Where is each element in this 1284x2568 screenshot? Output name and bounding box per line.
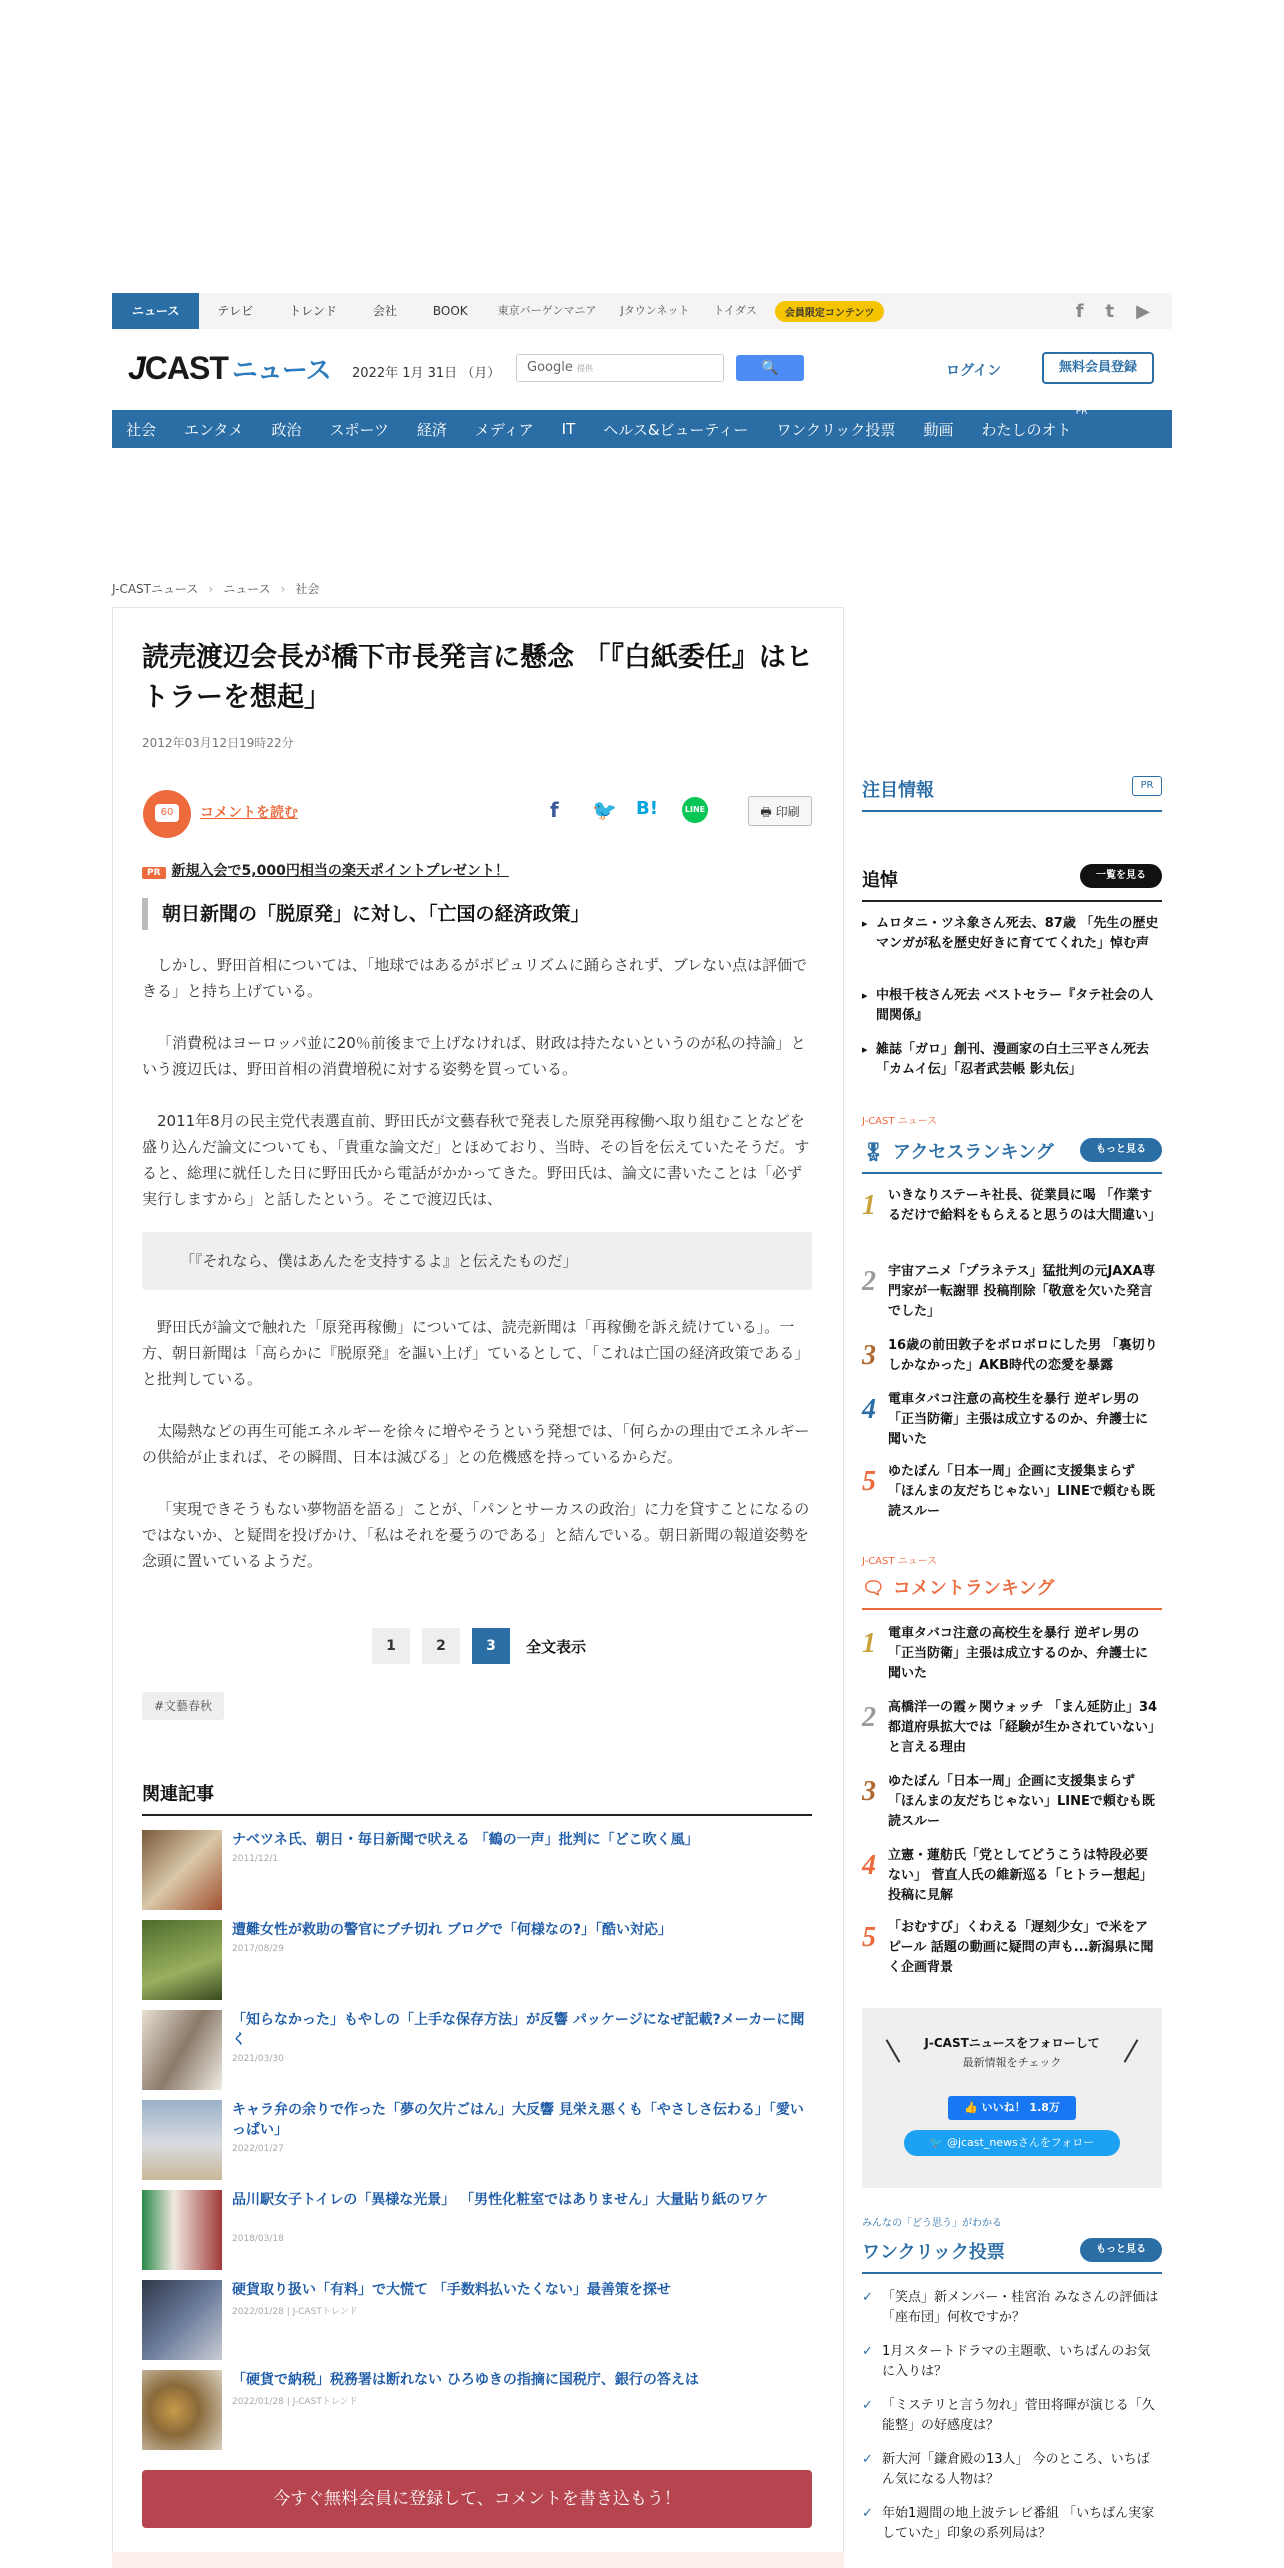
pagination	[372, 1628, 586, 1664]
obituary-heading: 追悼	[862, 866, 1162, 902]
article-subheading: 朝日新聞の「脱原発」に対し、「亡国の経済政策」	[142, 898, 812, 930]
cat-video[interactable]: 動画	[923, 420, 954, 439]
search-input[interactable]: Google 提供	[516, 354, 724, 382]
obituary-list-button[interactable]: 一覧を見る	[1080, 864, 1162, 888]
related-thumbnail[interactable]	[142, 2370, 222, 2450]
related-item[interactable]: 遭難女性が救助の警官にブチ切れ ブログで「何様なの?」「酷い対応」 2017/08/29	[142, 1920, 812, 2000]
comment-ranking-kicker: J-CAST ニュース	[862, 1556, 938, 1567]
poll-item[interactable]: ✓ 1月スタートドラマの主題歌、いちばんのお気に入りは？	[862, 2342, 1162, 2382]
related-heading: 関連記事	[142, 1780, 812, 1816]
notice-heading: 注目情報	[862, 776, 1162, 812]
cat-oneclick-vote[interactable]: ワンクリック投票	[776, 420, 896, 439]
obituary-item[interactable]: ▸ 中根千枝さん死去 ベストセラー『タテ社会の人間関係』	[862, 986, 1162, 1026]
line-share-icon[interactable]: LINE	[682, 797, 708, 823]
poll-item[interactable]: ✓ 「ミステリと言う勿れ」菅田将暉が演じる「久能整」の好感度は？	[862, 2396, 1162, 2436]
pr-badge: PR	[1132, 776, 1162, 796]
access-ranking-more-button[interactable]: もっと見る	[1080, 1138, 1162, 1162]
topnav-tv[interactable]: テレビ	[217, 304, 254, 318]
login-link[interactable]: ログイン	[946, 363, 1002, 379]
cat-entertainment[interactable]: エンタメ	[184, 420, 244, 439]
topnav-book[interactable]: BOOK	[432, 304, 468, 318]
related-thumbnail[interactable]	[142, 2100, 222, 2180]
page-1-button[interactable]: 1	[372, 1628, 410, 1664]
cat-health[interactable]: ヘルス&ビューティー	[603, 420, 749, 439]
cat-politics[interactable]: 政治	[271, 420, 302, 439]
obituary-item[interactable]: ▸ ムロタニ・ツネ象さん死去、87歳 「先生の歴史マンガが私を歴史好きに育ててくれた」悼む声	[862, 914, 1162, 954]
topnav-news[interactable]: ニュース	[112, 293, 199, 329]
pr-label: PR	[1075, 406, 1088, 417]
related-thumbnail[interactable]	[142, 1920, 222, 2000]
comment-area-background	[112, 2552, 844, 2568]
register-to-comment-button[interactable]: 今すぐ無料会員に登録して、コメントを書き込もう！	[142, 2470, 812, 2528]
poll-kicker: みんなの「どう思う」がわかる	[862, 2218, 1002, 2229]
article-paragraph: 2011年8月の民主党代表選直前、野田氏が文藝春秋で発表した原発再稼働へ取り組むことなどを盛り込んだ論文についても、「貴重な論文だ」とほめており、当時、その旨を伝えていたそうだ。すると、総理に就任した日に野田氏から電話がかかってきた。野田氏は、論文に書いたことは「必ず実行しますから」と話したという。そこで渡辺氏は、	[142, 1112, 810, 1208]
access-ranking-heading: 🎖 アクセスランキング	[862, 1138, 1162, 1174]
related-thumbnail[interactable]	[142, 2280, 222, 2360]
comment-ranking-heading: 🗨 コメントランキング	[862, 1574, 1162, 1610]
article-paragraph: 太陽熱などの再生可能エネルギーを徐々に増やそうという発想では、「何らかの理由でエネルギーの供給が止まれば、その瞬間、日本は滅びる」との危機感を持っているからだ。	[142, 1422, 810, 1466]
full-text-link[interactable]: 全文表示	[526, 1637, 587, 1656]
header-date: 2022年 1月 31日 （月）	[352, 366, 501, 381]
comment-bubble-icon: 🗨	[862, 1578, 885, 1599]
poll-heading: ワンクリック投票	[862, 2238, 1162, 2274]
comment-count-icon[interactable]: 60	[143, 790, 191, 838]
topnav-jtown[interactable]: Jタウンネット	[620, 304, 690, 317]
cat-watashino[interactable]: わたしのオト PR	[981, 406, 1088, 439]
facebook-like-button[interactable]: 👍 いいね！ 1.8万	[948, 2096, 1076, 2120]
cat-society[interactable]: 社会	[126, 420, 157, 439]
article-paragraph: 「消費税はヨーロッパ並に20％前後まで上げなければ、財政は持たないというのが私の持論」という渡辺氏は、野田首相の消費増税に対する姿勢を買っている。	[142, 1034, 806, 1078]
cat-media[interactable]: メディア	[474, 420, 534, 439]
related-item[interactable]: キャラ弁の余りで作った「夢の欠片ごはん」大反響 見栄え悪くも「やさしさ伝わる」「愛いっぱい」 2022/01/27	[142, 2100, 812, 2180]
article-paragraph: 野田氏が論文で触れた「原発再稼働」については、読売新聞は「再稼働を訴え続けている」。一方、朝日新聞は「高らかに『脱原発』を謳い上げ」ているとして、「これは亡国の経済政策である」と批判している。	[142, 1318, 810, 1388]
topnav-trend[interactable]: トレンド	[289, 304, 337, 318]
related-item[interactable]: 「硬貨で納税」税務署は断れない ひろゆきの指摘に国税庁、銀行の答えは 2022/01/28 | J-CASTトレンド	[142, 2370, 812, 2450]
breadcrumb: J-CASTニュース › ニュース › 社会	[112, 582, 320, 596]
cat-economy[interactable]: 経済	[416, 420, 447, 439]
poll-item[interactable]: ✓ 新大河「鎌倉殿の13人」 今のところ、いちばん気になる人物は？	[862, 2450, 1162, 2490]
related-item[interactable]: 「知らなかった」もやしの「上手な保存方法」が反響 パッケージになぜ記載?メーカーに聞く 2021/03/30	[142, 2010, 812, 2090]
search-icon: 🔍	[761, 360, 779, 376]
print-button[interactable]: 🖶 印刷	[748, 796, 812, 826]
article-tag[interactable]: #文藝春秋	[142, 1692, 224, 1720]
twitter-follow-button[interactable]: 🐦 @jcast_newsさんをフォロー	[904, 2130, 1120, 2156]
ribbon-icon: 🎖	[862, 1142, 885, 1163]
related-thumbnail[interactable]	[142, 2190, 222, 2270]
cat-sports[interactable]: スポーツ	[329, 420, 389, 439]
follow-box	[862, 2008, 1162, 2188]
topnav-company[interactable]: 会社	[372, 304, 397, 318]
topnav-toidas[interactable]: トイダス	[713, 304, 757, 317]
breadcrumb-society[interactable]: 社会	[295, 582, 320, 596]
article-blockquote: 「『それなら、僕はあんたを支持するよ』と伝えたものだ」	[142, 1232, 812, 1290]
follow-subheading: 最新情報をチェック	[962, 2056, 1062, 2069]
hatena-bookmark-icon[interactable]: B!	[636, 798, 658, 819]
article-date: 2012年03月12日19時22分	[142, 736, 294, 750]
page-2-button[interactable]: 2	[422, 1628, 460, 1664]
youtube-icon[interactable]: ▶	[1136, 300, 1150, 322]
site-logo[interactable]: JCAST ニュース	[128, 350, 331, 386]
poll-item[interactable]: ✓ 年始1週間の地上波テレビ番組 「いちばん実家していた」印象の系列局は？	[862, 2504, 1162, 2544]
social-links	[1076, 301, 1172, 322]
register-button[interactable]: 無料会員登録	[1042, 352, 1154, 384]
related-thumbnail[interactable]	[142, 2010, 222, 2090]
related-thumbnail[interactable]	[142, 1830, 222, 1910]
breadcrumb-home[interactable]: J-CASTニュース	[112, 582, 199, 596]
page-3-button[interactable]: 3	[472, 1628, 510, 1664]
twitter-share-icon[interactable]: 🐦	[592, 798, 617, 822]
related-item[interactable]: ナベツネ氏、朝日・毎日新聞で吠える 「鶴の一声」批判に「どこ吹く風」 2011/12/1	[142, 1830, 812, 1910]
twitter-icon[interactable]: t	[1105, 300, 1115, 322]
topnav-bargain[interactable]: 東京バーゲンマニア	[497, 304, 597, 317]
read-comments-link[interactable]: コメントを読む	[200, 805, 298, 821]
breadcrumb-news[interactable]: ニュース	[223, 582, 271, 596]
article-title: 読売渡辺会長が橋下市長発言に懸念 「『白紙委任』はヒトラーを想起」	[142, 642, 813, 713]
top-nav	[112, 293, 1172, 329]
access-ranking-kicker: J-CAST ニュース	[862, 1116, 938, 1127]
article-paragraph: しかし、野田首相については、「地球ではあるがポピュリズムに踊らされず、ブレない点は評価できる」と持ち上げている。	[142, 956, 808, 1000]
cat-it[interactable]: IT	[561, 420, 576, 438]
related-item[interactable]: 硬貨取り扱い「有料」で大慌て 「手数料払いたくない」最善策を探せ 2022/01/28 | J-CASTトレンド	[142, 2280, 812, 2360]
promo-link[interactable]: PR 新規入会で5,000円相当の楽天ポイントプレゼント！	[142, 860, 509, 880]
search-button[interactable]	[736, 355, 804, 381]
article-paragraph: 「実現できそうもない夢物語を語る」ことが、「パンとサーカスの政治」に力を貸すことになるのではないか、と疑問を投げかけ、「私はそれを憂うのである」と結んでいる。朝日新聞の報道姿勢を念頭に置いているようだ。	[142, 1500, 810, 1570]
facebook-icon[interactable]: f	[1075, 300, 1084, 322]
facebook-share-icon[interactable]: f	[550, 798, 559, 822]
poll-more-button[interactable]: もっと見る	[1080, 2238, 1162, 2262]
category-nav	[112, 406, 1172, 448]
follow-heading: J-CASTニュースをフォローして	[924, 2036, 1100, 2050]
related-item[interactable]: 品川駅女子トイレの「異様な光景」 「男性化粧室ではありません」大量貼り紙のワケ 2018/03/18	[142, 2190, 812, 2270]
poll-item[interactable]: ✓ 「笑点」新メンバー・桂宮治 みなさんの評価は「座布団」何枚ですか？	[862, 2288, 1162, 2328]
member-content-badge[interactable]: 会員限定コンテンツ	[775, 301, 885, 322]
obituary-item[interactable]: ▸ 雑誌「ガロ」創刊、漫画家の白土三平さん死去 「カムイ伝」「忍者武芸帳 影丸伝」	[862, 1040, 1162, 1080]
